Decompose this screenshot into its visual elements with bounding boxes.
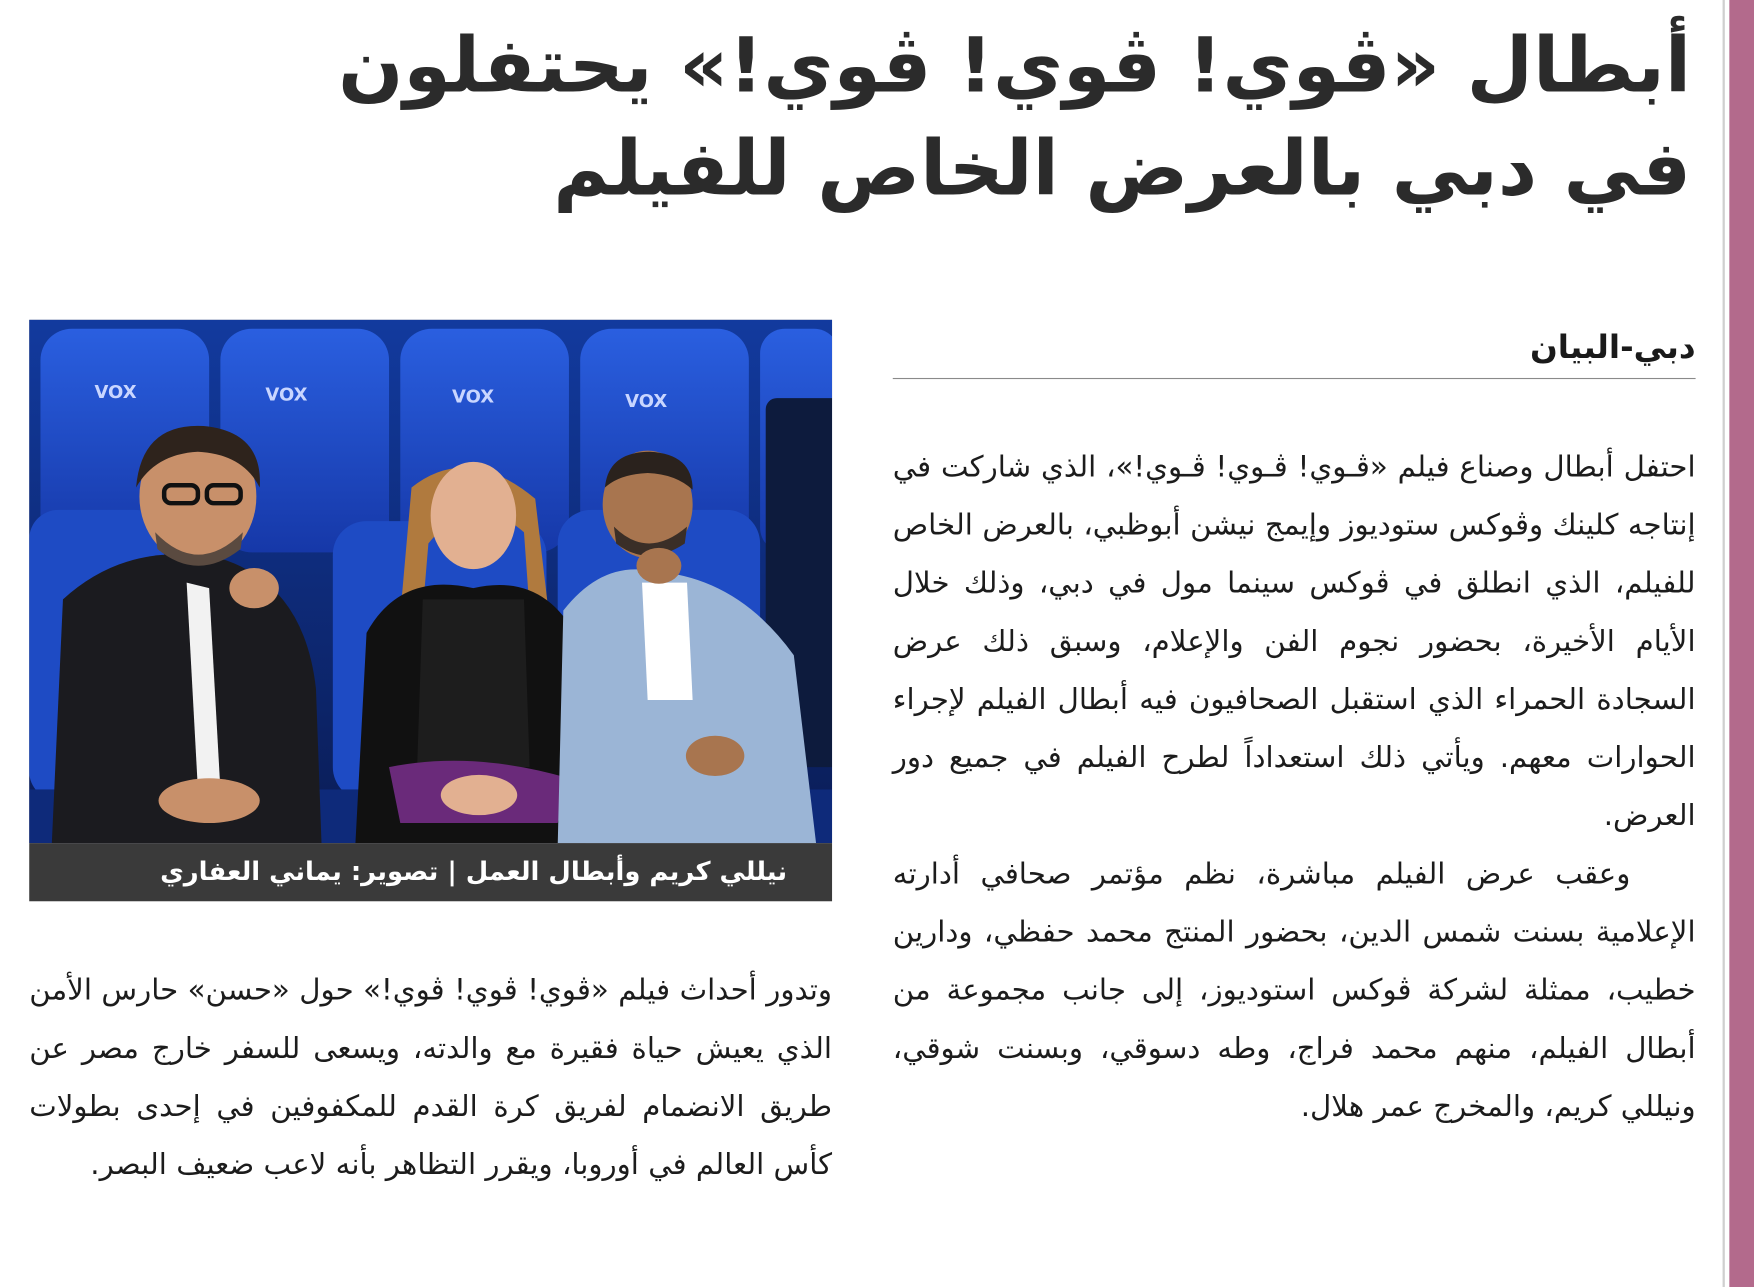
article-column-right bbox=[893, 438, 1696, 1136]
photo-caption: نيللي كريم وأبطال العمل | تصوير: يماني العفاري bbox=[29, 843, 832, 901]
margin-rule bbox=[1723, 0, 1725, 1287]
seat-logo: VOX bbox=[94, 382, 137, 404]
seat-logo: VOX bbox=[265, 384, 308, 406]
article-paragraph: احتفل أبطال وصناع فيلم «ڤـوي! ڤـوي! ڤـوي!»، الذي شاركت في إنتاجه كلينك وڤوكس ستوديوز وإيمج نيشن أبوظبي، بالعرض الخاص للفيلم، الذي انطلق في ڤوكس سينما مول في دبي، وذلك خلال الأيام الأخيرة، بحضور نجوم الفن والإعلام، وسبق ذلك عرض السجادة الحمراء الذي استقبل الصحافيون فيه أبطال الفيلم لإجراء الحوارات معهم. ويأتي ذلك استعداداً لطرح الفيلم في جميع دور العرض. bbox=[892, 450, 1696, 834]
seat-logo: VOX bbox=[452, 386, 495, 408]
article-paragraph: وعقب عرض الفيلم مباشرة، نظم مؤتمر صحافي أدارته الإعلامية بسنت شمس الدين، بحضور المنتج محمد حفظي، ودارين خطيب، ممثلة لشركة ڤوكس استوديوز، إلى جانب مجموعة من أبطال الفيلم، منهم محمد فراج، وطه دسوقي، وبسنت شوقي، ونيللي كريم، والمخرج عمر هلال. bbox=[892, 857, 1696, 1124]
seat-logo: VOX bbox=[625, 391, 668, 413]
dateline: دبي-البيان bbox=[893, 324, 1696, 379]
cinema-photo-illustration bbox=[29, 320, 832, 843]
article-column-left bbox=[29, 962, 832, 1195]
article-photo bbox=[29, 320, 832, 843]
section-color-bar bbox=[1729, 0, 1754, 1287]
article-paragraph: وتدور أحداث فيلم «ڤوي! ڤوي! ڤوي!» حول «حسن» حارس الأمن الذي يعيش حياة فقيرة مع والدته، ويسعى للسفر خارج مصر عن طريق الانضمام لفريق كرة القدم للمكفوفين في إحدى بطولات كأس العالم في أوروبا، ويقرر التظاهر بأنه لاعب ضعيف البصر. bbox=[29, 973, 833, 1182]
headline: أبطال «ڤوي! ڤوي! ڤوي!» يحتفلون في دبي بالعرض الخاص للفيلم bbox=[338, 22, 1692, 214]
